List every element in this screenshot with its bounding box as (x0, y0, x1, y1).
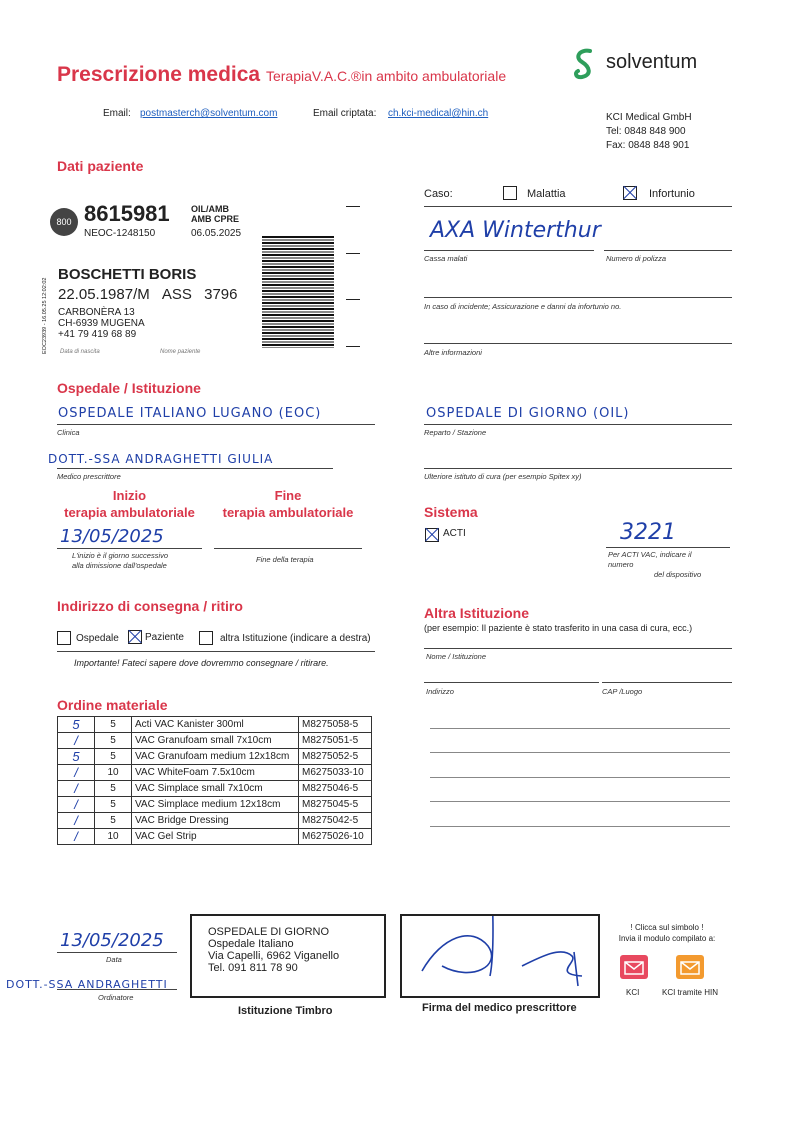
ward-label: Reparto / Stazione (424, 428, 487, 437)
page-title: Prescrizione medica TerapiaV.A.C.®in ambito ambulatoriale (57, 63, 507, 86)
pack-cell: 5 (95, 797, 132, 813)
kci-label: KCI (626, 988, 640, 997)
table-row (58, 717, 372, 733)
name-cell: VAC Granufoam medium 12x18cm (132, 749, 299, 765)
code-cell: M6275026-10 (299, 829, 372, 845)
institution-stamp (190, 914, 386, 998)
delivery-ospedale-checkbox[interactable] (57, 631, 71, 645)
other-inst-name-label: Nome / Istituzione (426, 652, 487, 661)
table-row (58, 733, 372, 749)
code-cell: M8275058-5 (299, 717, 372, 733)
clinic-label: Clinica (57, 428, 80, 437)
name-cell: VAC WhiteFoam 7.5x10cm (132, 765, 299, 781)
patient-ass-no: 3796 (204, 286, 238, 303)
patient-ass: ASS (161, 286, 192, 303)
delivery-note: Importante! Fateci sapere dove dovremmo consegnare / ritirare. (74, 658, 329, 668)
other-inst-address-label: Indirizzo (426, 687, 454, 696)
stamp-line-3: Via Capelli, 6962 Viganello (208, 950, 340, 962)
name-cell: VAC Granufoam small 7x10cm (132, 733, 299, 749)
patient-cut-right: Nome paziente (160, 349, 201, 355)
patient-label-badge: 800 (50, 208, 78, 236)
code-cell: M8275045-5 (299, 797, 372, 813)
qty-cell[interactable]: 5 (58, 749, 95, 765)
doctor-value[interactable]: DOTT.-SSA ANDRAGHETTI GIULIA (48, 452, 274, 466)
start-note-1: L'inizio è il giorno successivo (72, 551, 169, 560)
code-cell: M8275046-5 (299, 781, 372, 797)
pack-cell: 10 (95, 765, 132, 781)
malattia-label: Malattia (527, 188, 566, 200)
case-label: Caso: (424, 188, 453, 200)
company-contact (606, 111, 692, 153)
signature-icon (402, 916, 598, 996)
start-title-1: Inizio (112, 488, 147, 503)
stamp-text (208, 926, 339, 974)
email-label: Email: (103, 108, 131, 119)
patient-dob (58, 286, 237, 303)
solventum-logo (570, 47, 698, 86)
pack-cell: 5 (95, 749, 132, 765)
policy-label: Numero di polizza (606, 254, 667, 263)
device-note-3: del dispositivo (654, 570, 702, 579)
infortunio-label: Infortunio (649, 188, 695, 200)
email-crypt-link[interactable]: ch.kci-medical@hin.ch (388, 108, 489, 119)
stamp-line-2: Ospedale Italiano (208, 938, 294, 950)
patient-neoc: NEOC-1248150 (84, 228, 156, 239)
materials-table (57, 716, 372, 845)
other-inst-note: (per esempio: Il paziente è stato trasferito in una casa di cura, ecc.) (424, 623, 693, 633)
qty-cell[interactable]: / (58, 781, 95, 797)
hin-mail-icon[interactable] (676, 955, 704, 979)
table-row (58, 813, 372, 829)
patient-type-1: OIL/AMB (191, 204, 229, 214)
other-inst-label: Ulteriore istituto di cura (per esempio Spitex xy) (424, 472, 582, 481)
solventum-logo-icon (570, 47, 600, 81)
other-inst-cap-label: CAP /Luogo (602, 687, 643, 696)
start-title-2: terapia ambulatoriale (64, 505, 195, 520)
patient-phone: +41 79 419 68 89 (58, 329, 137, 340)
name-cell: VAC Simplace medium 12x18cm (132, 797, 299, 813)
qty-cell[interactable]: / (58, 829, 95, 845)
pack-cell: 5 (95, 733, 132, 749)
company-tel: Tel: 0848 848 900 (606, 126, 686, 137)
send-info-1: ! Clicca sul simbolo ! (630, 923, 704, 932)
delivery-paziente-checkbox[interactable] (128, 630, 142, 644)
pack-cell: 5 (95, 781, 132, 797)
name-cell: VAC Simplace small 7x10cm (132, 781, 299, 797)
email-link[interactable]: postmasterch@solventum.com (140, 108, 278, 119)
patient-barcode (262, 236, 334, 348)
device-note-1: Per ACTI VAC, indicare il (608, 550, 692, 559)
acti-checkbox[interactable] (425, 528, 439, 542)
send-info-2: Invia il modulo compilato a: (618, 934, 716, 943)
qty-cell[interactable]: 5 (58, 717, 95, 733)
stamp-label: Istituzione Timbro (238, 1005, 333, 1017)
hospital-section-title: Ospedale / Istituzione (57, 380, 201, 396)
code-cell: M6275033-10 (299, 765, 372, 781)
patient-address (58, 307, 145, 340)
start-date-value[interactable]: 13/05/2025 (60, 526, 164, 547)
device-note-2: numero (608, 560, 634, 569)
device-note (608, 550, 701, 580)
patient-side-code (42, 262, 52, 354)
company-name: KCI Medical GmbH (606, 112, 692, 123)
end-title-2: terapia ambulatoriale (222, 505, 354, 520)
malattia-checkbox[interactable] (503, 186, 517, 200)
name-cell: VAC Gel Strip (132, 829, 299, 845)
qty-cell[interactable]: / (58, 813, 95, 829)
table-row (58, 749, 372, 765)
envelope-icon-hin (676, 955, 704, 979)
stamp-line-4: Tel. 091 811 78 90 (208, 962, 298, 974)
code-cell: M8275051-5 (299, 733, 372, 749)
other-inst-section-title: Altra Istituzione (424, 605, 530, 621)
end-label: Fine della terapia (256, 555, 314, 564)
company-fax: Fax: 0848 848 901 (606, 140, 690, 151)
infortunio-checkbox[interactable] (623, 186, 637, 200)
clinic-value[interactable]: OSPEDALE ITALIANO LUGANO (EOC) (58, 406, 322, 421)
patient-number: 8615981 (84, 201, 170, 226)
start-title (57, 487, 202, 521)
patient-type (191, 204, 239, 224)
materials-section-title: Ordine materiale (57, 697, 168, 713)
signature-box[interactable] (400, 914, 600, 998)
qty-cell[interactable]: / (58, 765, 95, 781)
pack-cell: 5 (95, 813, 132, 829)
stamp-line-1: OSPEDALE DI GIORNO (208, 926, 330, 938)
delivery-section-title: Indirizzo di consegna / ritiro (57, 598, 243, 614)
other-info-label: Altre informazioni (424, 348, 482, 357)
pack-cell: 5 (95, 717, 132, 733)
insurer-label: Cassa malati (424, 254, 468, 263)
patient-label-date: 06.05.2025 (191, 228, 242, 239)
patient-type-2: AMB CPRE (191, 214, 240, 224)
qty-cell[interactable]: / (58, 733, 95, 749)
envelope-icon (620, 955, 648, 979)
table-row (58, 765, 372, 781)
delivery-paziente-label: Paziente (145, 632, 184, 643)
page-subtitle: TerapiaV.A.C.®in ambito ambulatoriale (265, 68, 507, 84)
email-crypt-label: Email criptata: (313, 108, 377, 119)
qty-cell[interactable]: / (58, 797, 95, 813)
end-title (214, 487, 362, 521)
code-cell: M8275042-5 (299, 813, 372, 829)
acti-label: ACTI (443, 528, 466, 539)
signature-label: Firma del medico prescrittore (422, 1002, 577, 1014)
orderer-label: Ordinatore (98, 993, 134, 1002)
send-info (612, 922, 722, 944)
brand-name: solventum (606, 51, 698, 73)
patient-dob-value: 22.05.1987/M (58, 286, 150, 303)
name-cell: Acti VAC Kanister 300ml (132, 717, 299, 733)
incident-label: In caso di incidente; Assicurazione e danni da infortunio no. (424, 302, 622, 311)
end-title-1: Fine (274, 488, 302, 503)
doctor-label: Medico prescrittore (57, 472, 121, 481)
insurer-value[interactable]: AXA Winterthur (430, 218, 601, 243)
system-section-title: Sistema (424, 504, 478, 520)
delivery-altra-label: altra Istituzione (indicare a destra) (220, 633, 371, 644)
patient-street: CARBONÈRA 13 (58, 307, 135, 318)
patient-cut-left: Data di nascita (60, 349, 100, 355)
table-row (58, 781, 372, 797)
table-row (58, 797, 372, 813)
patient-side-code-text: EOC23939 - 16.05.25 12:02:02 (42, 277, 48, 354)
patient-section-title: Dati paziente (57, 158, 144, 174)
kci-mail-icon[interactable] (620, 955, 648, 979)
table-row (58, 829, 372, 845)
footer-date-value[interactable]: 13/05/2025 (60, 930, 164, 951)
delivery-altra-checkbox[interactable] (199, 631, 213, 645)
patient-name: BOSCHETTI BORIS (58, 266, 197, 283)
patient-city: CH-6939 MUGENA (58, 318, 145, 329)
name-cell: VAC Bridge Dressing (132, 813, 299, 829)
orderer-value[interactable]: DOTT.-SSA ANDRAGHETTI (6, 978, 168, 991)
delivery-ospedale-label: Ospedale (76, 633, 119, 644)
start-note (72, 551, 168, 571)
hin-label: KCI tramite HIN (662, 988, 719, 997)
footer-date-label: Data (106, 955, 122, 964)
pack-cell: 10 (95, 829, 132, 845)
code-cell: M8275052-5 (299, 749, 372, 765)
device-number-value[interactable]: 3221 (620, 520, 676, 545)
ward-value[interactable]: OSPEDALE DI GIORNO (OIL) (426, 406, 630, 421)
start-note-2: alla dimissione dall'ospedale (72, 561, 167, 570)
